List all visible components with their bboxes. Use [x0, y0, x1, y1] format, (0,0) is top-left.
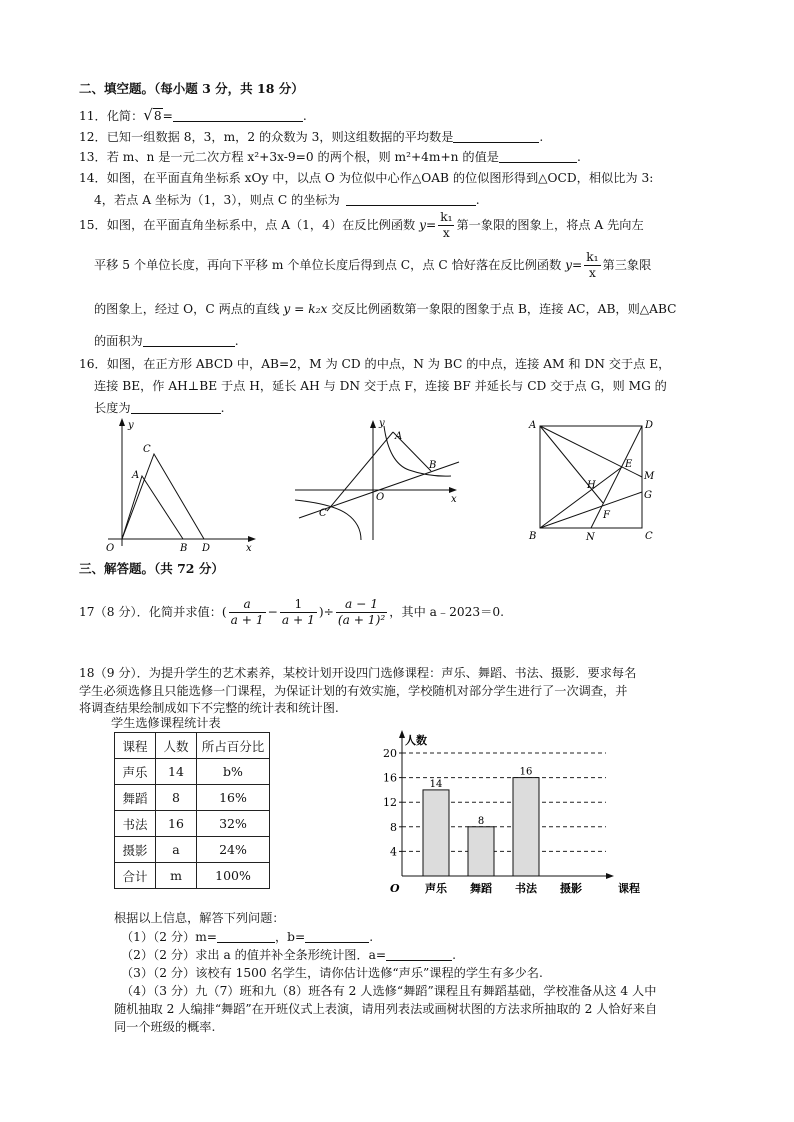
fig16-label-H: H	[587, 480, 596, 491]
fig15-label-x: x	[451, 494, 457, 505]
fig16-label-D: D	[645, 420, 654, 431]
q18-part4-line3: 同一个班级的概率.	[114, 1020, 216, 1034]
q15-eq1: =	[425, 218, 437, 232]
q17-frac-1	[229, 597, 266, 628]
x-axis-arrow	[606, 873, 614, 879]
table-cell: 摄影	[115, 837, 156, 863]
fig16-line-DN	[591, 426, 642, 528]
q18-line2: 学生必须选修且只能选修一门课程，为保证计划的有效实施，学校随机对部分学生进行了一次调查，并	[79, 684, 628, 698]
q16-end: .	[220, 401, 225, 415]
bar	[468, 827, 494, 876]
fig16-line-AF	[540, 426, 603, 503]
fig14-triangle-OCD	[122, 454, 204, 539]
q17-frac3-den: (a + 1)²	[337, 613, 386, 627]
table-cell: m	[156, 863, 197, 889]
table-cell: 32%	[197, 811, 270, 837]
q17-minus: −	[267, 605, 278, 619]
origin-label: O	[390, 882, 400, 895]
fig15-label-A: A	[395, 431, 403, 442]
table-row	[115, 759, 270, 785]
q15-end: .	[234, 334, 239, 348]
fig16-label-M: M	[644, 471, 655, 482]
q17-frac1-num: a	[229, 597, 266, 613]
q18-table-title: 学生选修课程统计表	[111, 716, 221, 730]
fig15-hyperbola-q3	[295, 500, 361, 540]
q11-answer-blank[interactable]	[173, 109, 303, 122]
table-cell: 24%	[197, 837, 270, 863]
q13	[79, 148, 581, 165]
q14-end: .	[475, 193, 480, 207]
table-row	[115, 785, 270, 811]
q18-p1a: （1）（2 分）m=	[121, 930, 217, 944]
q12-answer-blank[interactable]	[453, 130, 539, 143]
q12-end: .	[539, 130, 544, 144]
q17-frac-3	[336, 597, 387, 628]
table-header: 所占百分比	[197, 733, 270, 759]
figure-q15	[293, 418, 463, 543]
table-cell: b%	[197, 759, 270, 785]
fig15-label-B: B	[429, 460, 437, 471]
y-axis-label: 人数	[405, 734, 427, 747]
bar	[513, 778, 539, 876]
fig14-label-y: y	[128, 420, 134, 431]
q15-x-den: x	[442, 226, 450, 240]
q15-k1-num: k₁	[440, 210, 453, 224]
q12-text: 12．已知一组数据 8，3，m，2 的众数为 3，则这组数据的平均数是	[79, 130, 454, 144]
q15-line4	[94, 332, 239, 349]
fig16-label-B: B	[529, 531, 537, 542]
table-cell: 书法	[115, 811, 156, 837]
stats-table	[114, 732, 270, 889]
q11-eq: =	[162, 109, 173, 123]
fig14-label-B: B	[180, 543, 188, 554]
q11-number: 11．	[79, 109, 107, 123]
bar-data-label: 16	[519, 766, 533, 778]
fig14-triangle-OAB	[122, 476, 183, 539]
table-cell: 16	[156, 811, 197, 837]
q18-intro: 根据以上信息，解答下列问题：	[114, 911, 285, 925]
q16-line3-text: 长度为	[94, 401, 131, 415]
q11: 11．化简：√8= .	[79, 106, 307, 124]
table-cell: 16%	[197, 785, 270, 811]
q17-frac-2	[280, 597, 317, 628]
y-tick-label: 12	[383, 796, 397, 810]
q16-line2: 连接 BE，作 AH⊥BE 于点 H，延长 AH 与 DN 交于点 F，连接 BF 并延长与 CD 交于点 G，则 MG 的	[94, 379, 667, 393]
fig14-x-arrow	[248, 536, 256, 542]
q15-y: y	[419, 218, 426, 232]
section3-title: 三、解答题。（共 72 分）	[79, 561, 224, 576]
section2-title: 二、填空题。（每小题 3 分，共 18 分）	[79, 81, 304, 96]
table-cell: 8	[156, 785, 197, 811]
q15-k1-num-2: k₁	[586, 250, 599, 264]
fig16-square	[540, 426, 642, 528]
fig14-label-C: C	[143, 444, 151, 455]
table-row	[115, 863, 270, 889]
fig15-label-y: y	[379, 418, 385, 429]
b-answer-blank[interactable]	[305, 930, 369, 943]
fig16-label-G: G	[644, 490, 652, 501]
q13-text: 13．若 m、n 是一元二次方程 x²+3x-9=0 的两个根，则 m²+4m+n 的值是	[79, 150, 499, 164]
q17-tail: ，其中 a﹣2023＝0.	[389, 605, 504, 619]
q18-p1b: ，b=	[275, 930, 306, 944]
q18-part4-line2: 随机抽取 2 人编排“舞蹈”在开班仪式上表演，请用列表法或画树状图的方法求所抽取的 2 人恰好来自	[114, 1002, 658, 1016]
q18-line3: 将调查结果绘制成如下不完整的统计表和统计图.	[79, 701, 339, 715]
q18-p2a: （2）（2 分）求出 a 的值并补全条形统计图．a=	[121, 948, 387, 962]
q11-radicand: 8	[153, 109, 162, 123]
q11-text: 化简：	[106, 109, 144, 123]
q15-line2	[94, 250, 651, 281]
y-tick-label: 16	[383, 771, 397, 785]
q15-l2a: 平移 5 个单位长度，再向下平移 m 个单位长度后得到点 C，点 C 恰好落在反比例函数	[94, 258, 562, 272]
fig14-label-x: x	[246, 543, 252, 554]
table-cell: 14	[156, 759, 197, 785]
table-row	[115, 837, 270, 863]
q13-answer-blank[interactable]	[499, 150, 577, 163]
figure-q14	[98, 418, 258, 553]
table-header: 课程	[115, 733, 156, 759]
q15-l4: 的面积为	[94, 334, 143, 348]
q15-eq2: =	[572, 258, 583, 272]
fig16-line-BG	[540, 492, 642, 528]
q15-fraction-1	[438, 210, 454, 241]
y-tick-label: 20	[383, 747, 397, 760]
q15-line3	[94, 300, 676, 317]
table-header: 人数	[156, 733, 197, 759]
table-cell: 舞蹈	[115, 785, 156, 811]
a-answer-blank[interactable]	[386, 948, 452, 961]
x-tick-label: 书法	[515, 882, 537, 895]
fig16-label-N: N	[586, 532, 595, 543]
fig14-y-arrow	[119, 418, 125, 426]
bar-data-label: 14	[429, 778, 443, 790]
table-cell: 100%	[197, 863, 270, 889]
q15-l3a: 的图象上，经过 O，C 两点的直线	[94, 302, 280, 316]
x-tick-label: 舞蹈	[470, 882, 492, 895]
q15-l1b: 第一象限的图象上，将点 A 先向左	[456, 218, 644, 232]
fig15-label-O: O	[376, 492, 385, 503]
q15-line1	[79, 210, 644, 241]
q14-line2	[94, 191, 480, 208]
fig15-y-arrow	[370, 420, 376, 428]
q14-line1: 14．如图，在平面直角坐标系 xOy 中，以点 O 为位似中心作△OAB 的位似图形得到△OCD，相似比为 3:	[79, 171, 654, 185]
q13-end: .	[576, 150, 581, 164]
x-tick-label: 声乐	[425, 882, 447, 895]
q17-frac1-den: a + 1	[230, 613, 264, 627]
fig14-label-D: D	[202, 543, 211, 554]
table-header-row	[115, 733, 270, 759]
fig14-label-O: O	[106, 543, 115, 554]
q18-p2b: .	[452, 948, 457, 962]
fig16-label-E: E	[625, 459, 633, 470]
q17-frac3-num: a − 1	[336, 597, 387, 613]
fig14-label-A: A	[132, 470, 140, 481]
q18-part2	[121, 946, 456, 963]
q12	[79, 128, 543, 145]
q15-x-den-2: x	[588, 266, 596, 280]
q18-part1	[121, 928, 373, 945]
q15-l1a: 15．如图，在平面直角坐标系中，点 A（1，4）在反比例函数	[79, 218, 416, 232]
m-answer-blank[interactable]	[217, 930, 275, 943]
fig15-x-arrow	[449, 487, 457, 493]
x-tick-label: 摄影	[560, 882, 582, 895]
q14-answer-blank[interactable]	[346, 193, 476, 206]
y-tick-label: 8	[390, 820, 397, 834]
q16-line1: 16．如图，在正方形 ABCD 中，AB=2，M 为 CD 的中点，N 为 BC 的中点，连接 AM 和 DN 交于点 E，	[79, 357, 671, 371]
q17-div: )÷	[318, 605, 334, 619]
q18-part3: （3）（2 分）该校有 1500 名学生，请你估计选修“声乐”课程的学生有多少名.	[121, 966, 543, 980]
table-cell: 合计	[115, 863, 156, 889]
q15-l2b: 第三象限	[602, 258, 652, 272]
fig15-label-C: C	[319, 508, 327, 519]
q14-line2-text: 4，若点 A 坐标为（1，3），则点 C 的坐标为	[94, 193, 340, 207]
figure-q16	[527, 416, 667, 541]
q15-y2: y	[565, 258, 573, 272]
bar-data-label: 8	[477, 815, 485, 827]
fig16-label-C: C	[645, 531, 653, 542]
q15-l3b: 交反比例函数第一象限的图象于点 B，连接 AC，AB，则△ABC	[331, 302, 677, 316]
sqrt-symbol: √	[143, 106, 153, 124]
q15-fraction-2	[584, 250, 600, 281]
table-cell: a	[156, 837, 197, 863]
q17	[79, 597, 504, 628]
q16-line3	[94, 399, 224, 416]
fig16-label-F: F	[603, 510, 610, 521]
y-tick-label: 4	[390, 845, 397, 859]
q17-frac2-den: a + 1	[281, 613, 315, 627]
bar	[423, 790, 449, 876]
x-axis-label: 课程	[618, 882, 640, 895]
q18-line1: 18（9 分）．为提升学生的艺术素养，某校计划开设四门选修课程：声乐、舞蹈、书法、摄影．要求每名	[79, 666, 637, 680]
q15-answer-blank[interactable]	[143, 334, 235, 347]
table-cell: 声乐	[115, 759, 156, 785]
q18-p1c: .	[369, 930, 374, 944]
fig16-label-A: A	[529, 420, 537, 431]
table-row	[115, 811, 270, 837]
q15-k2x: y = k₂x	[283, 302, 328, 316]
q17-frac2-num: 1	[280, 597, 317, 613]
q17-head: 17（8 分）．化简并求值：(	[79, 605, 227, 619]
q18-part4-line1: （4）（3 分）九（7）班和九（8）班各有 2 人选修“舞蹈”课程且有舞蹈基础，学校准备从这 4 人中	[121, 984, 657, 998]
bar-chart	[378, 730, 638, 895]
q16-answer-blank[interactable]	[131, 401, 221, 414]
